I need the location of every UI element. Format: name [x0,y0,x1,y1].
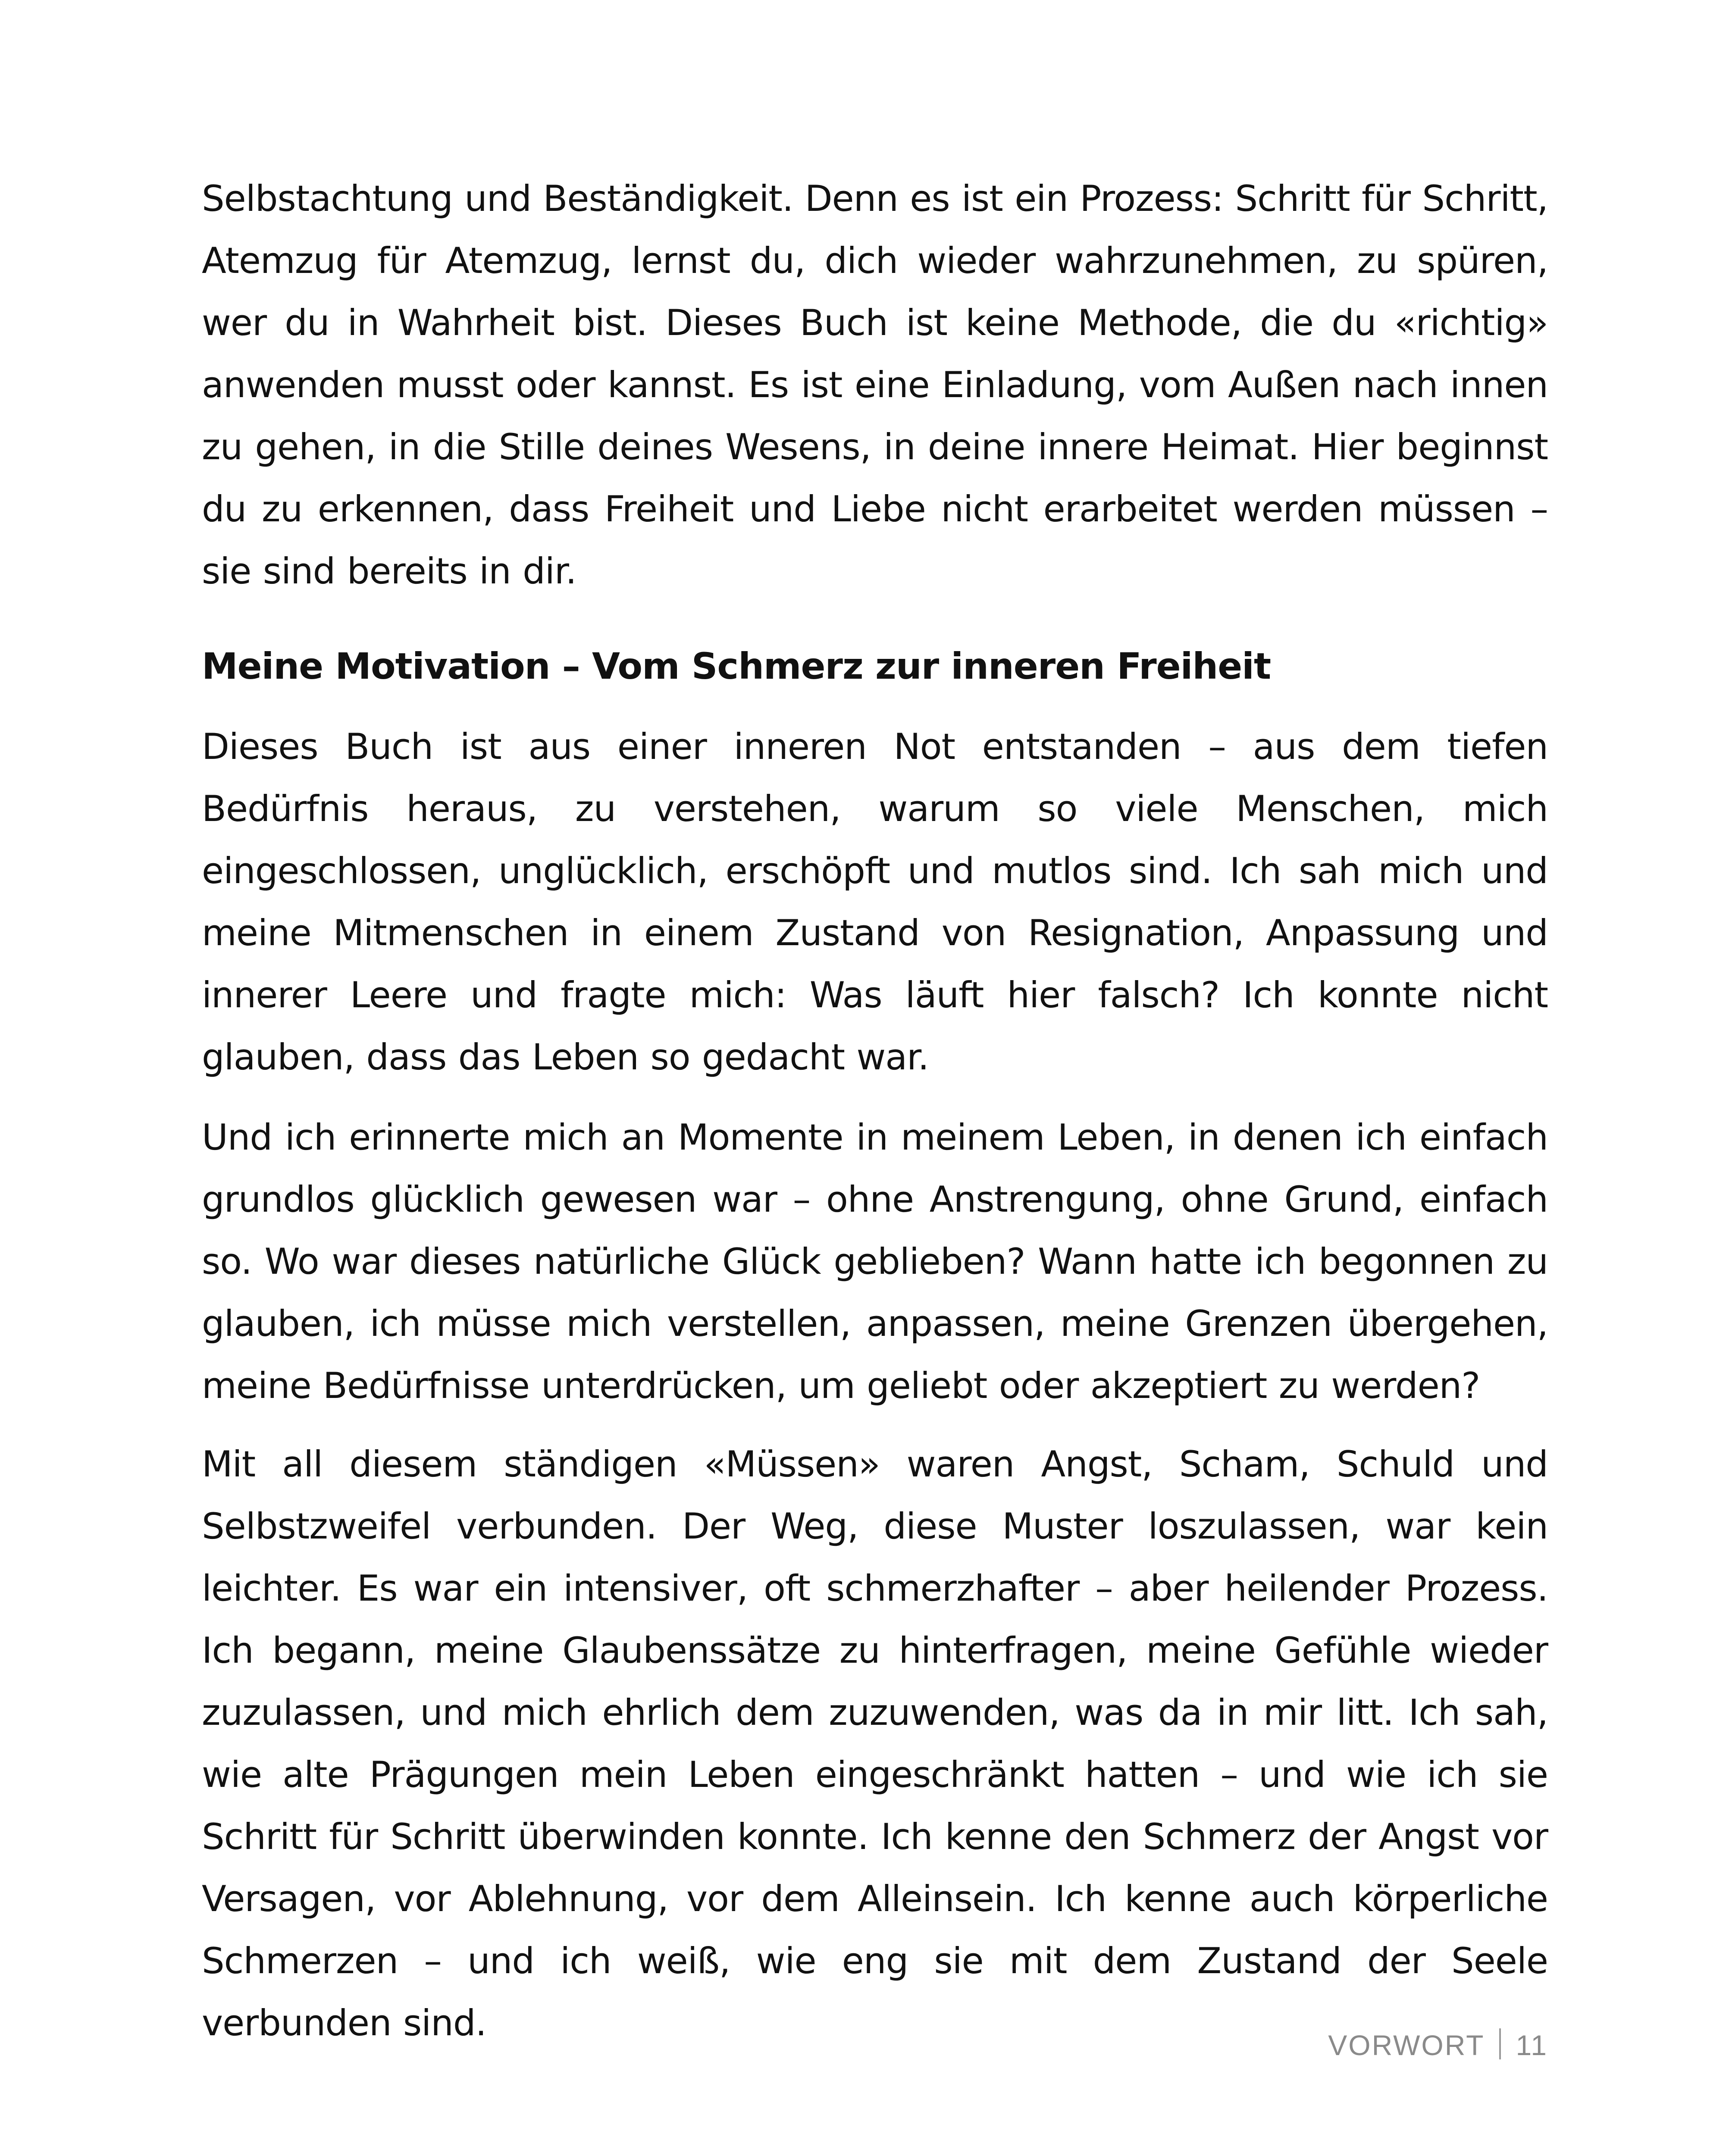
footer-section-title: VORWORT [1328,2029,1485,2061]
section-heading: Meine Motivation – Vom Schmerz zur inneren Freiheit [202,645,1271,687]
body-paragraph-3: Mit all diesem ständigen «Müssen» waren Angst, Scham, Schuld und Selbstzweifel verbunden. Der Weg, diese Muster loszulassen, war kein leichter. Es war ein intensiver, oft schmerzhafter – aber heilender Prozess. Ich begann, meine Glaubenssätze zu hinterfragen, meine Gefühle wieder zuzulassen, und mich ehrlich dem zuzuwenden, was da in mir litt. Ich sah, wie alte Prägungen mein Leben eingeschränkt hatten – und wie ich sie Schritt für Schritt überwinden konnte. Ich kenne den Schmerz der Angst vor Versagen, vor Ablehnung, vor dem Alleinsein. Ich kenne auch körperliche Schmerzen – und ich weiß, wie eng sie mit dem Zustand der Seele verbunden sind. [202,1443,1548,2044]
body-paragraph-1: Dieses Buch ist aus einer inneren Not entstanden – aus dem tiefen Bedürfnis heraus, zu verstehen, warum so viele Menschen, mich eingeschlossen, unglücklich, erschöpft und mutlos sind. Ich sah mich und meine Mitmenschen in einem Zustand von Resignation, Anpassung und innerer Leere und fragte mich: Was läuft hier falsch? Ich konnte nicht glauben, dass das Leben so gedacht war. [202,726,1548,1078]
footer-separator [1499,2028,1501,2059]
body-paragraph-2: Und ich erinnerte mich an Momente in meinem Leben, in denen ich einfach grundlos glücklich gewesen war – ohne Anstrengung, ohne Grund, einfach so. Wo war dieses natürliche Glück geblieben? Wann hatte ich begonnen zu glauben, ich müsse mich verstellen, anpassen, meine Grenzen übergehen, meine Bedürfnisse unterdrücken, um geliebt oder akzeptiert zu werden? [202,1116,1548,1407]
body-paragraph-intro: Selbstachtung und Beständigkeit. Denn es ist ein Prozess: Schritt für Schritt, Atemzug für Atemzug, lernst du, dich wieder wahrzunehmen, zu spüren, wer du in Wahrheit bist. Dieses Buch ist keine Methode, die du «richtig» anwenden musst oder kannst. Es ist eine Einladung, vom Außen nach innen zu gehen, in die Stille deines Wesens, in deine innere Heimat. Hier beginnst du zu erkennen, dass Freiheit und Liebe nicht erarbeitet werden müssen – sie sind bereits in dir. [202,178,1548,592]
book-page [202,0,1548,2156]
page-footer [1328,2026,1548,2065]
page-number: 11 [1516,2029,1548,2061]
